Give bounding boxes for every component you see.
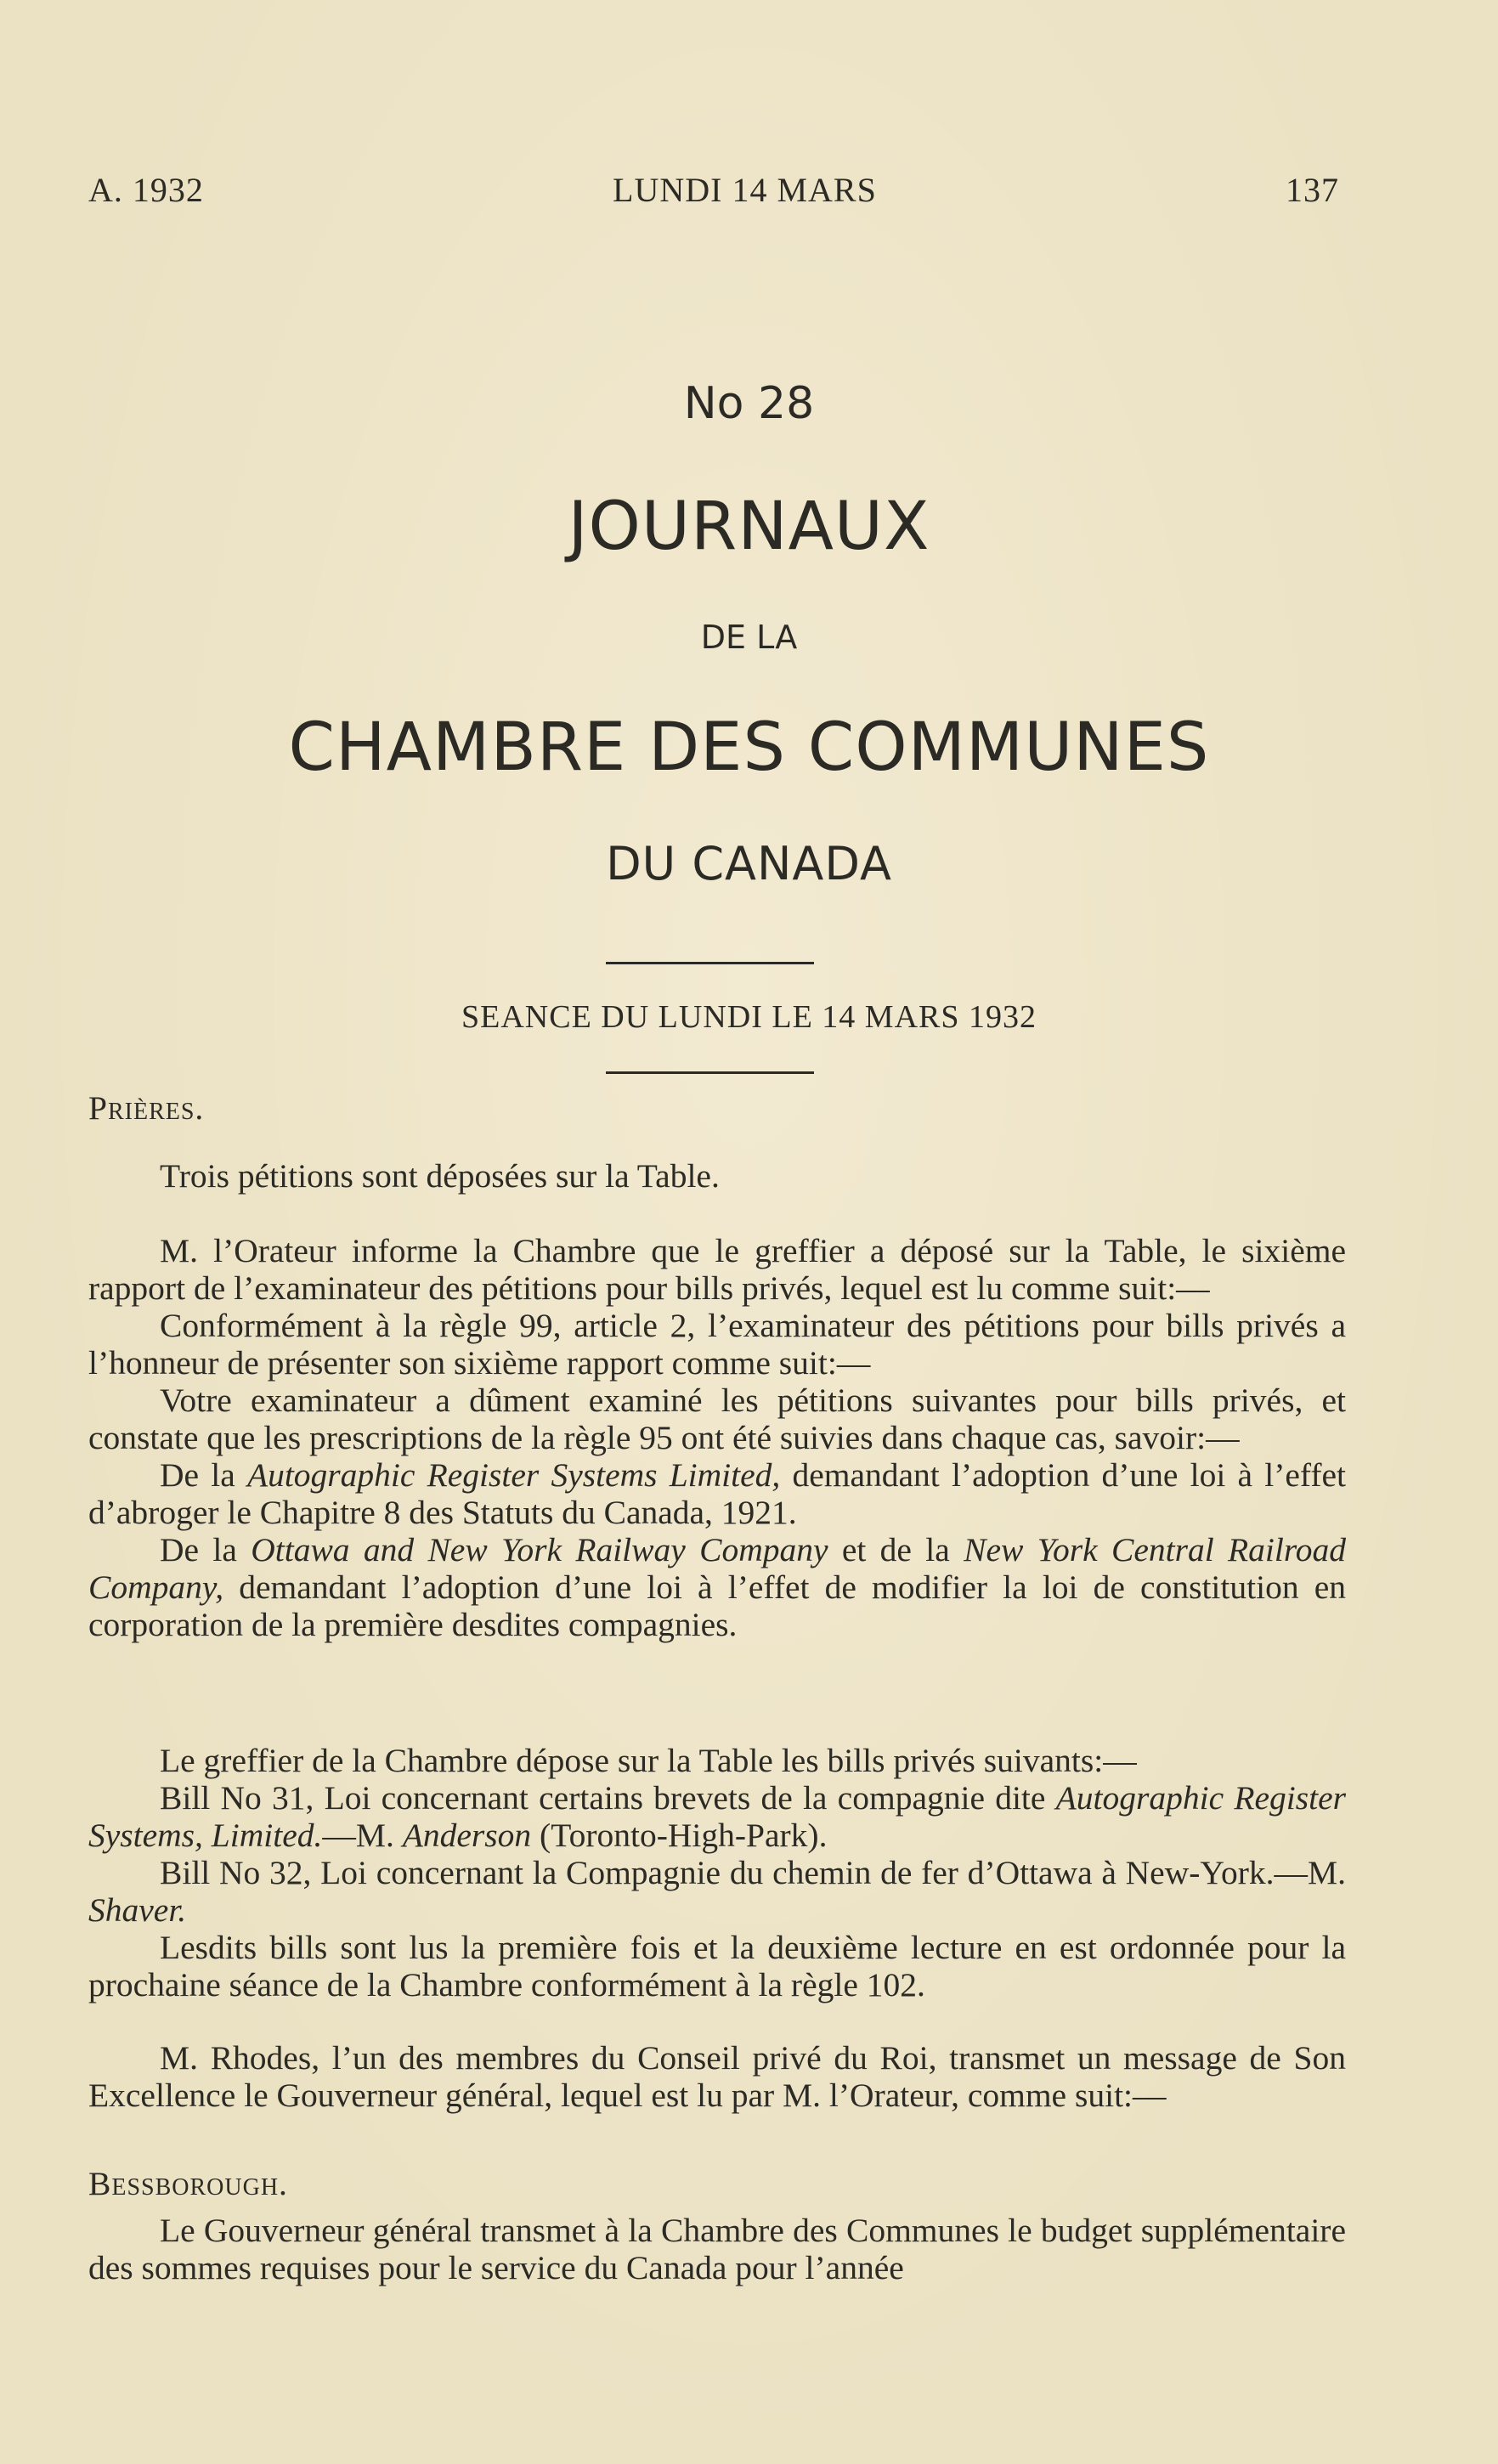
- orateur-intro: M. l’Orateur informe la Chambre que le greffier a déposé sur la Table, le sixième rapport de l’examinateur des pétitions pour bills privés, lequel est lu comme suit:—: [88, 1232, 1346, 1307]
- petitions-paragraph: Trois pétitions sont déposées sur la Table.: [160, 1157, 720, 1195]
- gouverneur-section: [88, 2212, 1346, 2286]
- seance-heading: SEANCE DU LUNDI LE 14 MARS 1932: [461, 999, 1037, 1035]
- orateur-examen: Votre examinateur a dûment examiné les pétitions suivantes pour bills privés, et constate que les prescriptions de la règle 95 ont été suivies dans chaque cas, savoir:—: [88, 1382, 1346, 1456]
- gouverneur-paragraph: Le Gouverneur général transmet à la Chambre des Communes le budget supplémentaire des sommes requises pour le service du Canada pour l’année: [88, 2212, 1346, 2286]
- prieres-section: [88, 1089, 1346, 1127]
- title-du-canada: DU CANADA: [606, 837, 892, 890]
- petition-autographic: De la Autographic Register Systems Limited, demandant l’adoption d’une loi à l’effet d’abroger le Chapitre 8 des Statuts du Canada, 1921.: [88, 1456, 1346, 1531]
- bill-31: Bill No 31, Loi concernant certains brevets de la compagnie dite Autographic Register Systems, Limited.—M. Anderson (Toronto-High-Park).: [88, 1779, 1346, 1854]
- title-journaux: JOURNAUX: [568, 489, 930, 565]
- bessborough-section: [88, 2165, 1346, 2202]
- bill-32: Bill No 32, Loi concernant la Compagnie du chemin de fer d’Ottawa à New-York.—M. Shaver.: [88, 1854, 1346, 1929]
- running-head-year: A. 1932: [88, 171, 204, 209]
- bessborough-signature: Bessborough.: [88, 2165, 288, 2202]
- orateur-rapport: Conformément à la règle 99, article 2, l’examinateur des pétitions pour bills privés a l’honneur de présenter son sixième rapport comme suit:—: [88, 1307, 1346, 1382]
- petition-ottawa-new-york: De la Ottawa and New York Railway Company et de la New York Central Railroad Company, demandant l’adoption d’une loi à l’effet de modifier la loi de constitution en corporation de la première desdites compagnies.: [88, 1531, 1346, 1643]
- title-chambre: CHAMBRE DES COMMUNES: [288, 709, 1210, 786]
- title-de-la: DE LA: [700, 619, 798, 656]
- divider-top: [606, 962, 814, 964]
- prieres-heading: Prières.: [88, 1089, 205, 1127]
- greffier-section: [88, 1742, 1346, 2003]
- rhodes-section: [88, 2039, 1346, 2114]
- lesdits-bills: Lesdits bills sont lus la première fois et la deuxième lecture en est ordonnée pour la prochaine séance de la Chambre conformément à la règle 102.: [88, 1929, 1346, 2003]
- petitions-section: [88, 1157, 1346, 1195]
- issue-number: No 28: [683, 378, 815, 429]
- page-number: 137: [1286, 171, 1339, 209]
- divider-bottom: [606, 1071, 814, 1074]
- running-head-date: LUNDI 14 MARS: [613, 171, 877, 209]
- greffier-intro: Le greffier de la Chambre dépose sur la Table les bills privés suivants:—: [160, 1742, 1137, 1779]
- running-head: [88, 170, 1339, 210]
- orateur-section: [88, 1232, 1346, 1643]
- rhodes-paragraph: M. Rhodes, l’un des membres du Conseil privé du Roi, transmet un message de Son Excellence le Gouverneur général, lequel est lu par M. l’Orateur, comme suit:—: [88, 2039, 1346, 2114]
